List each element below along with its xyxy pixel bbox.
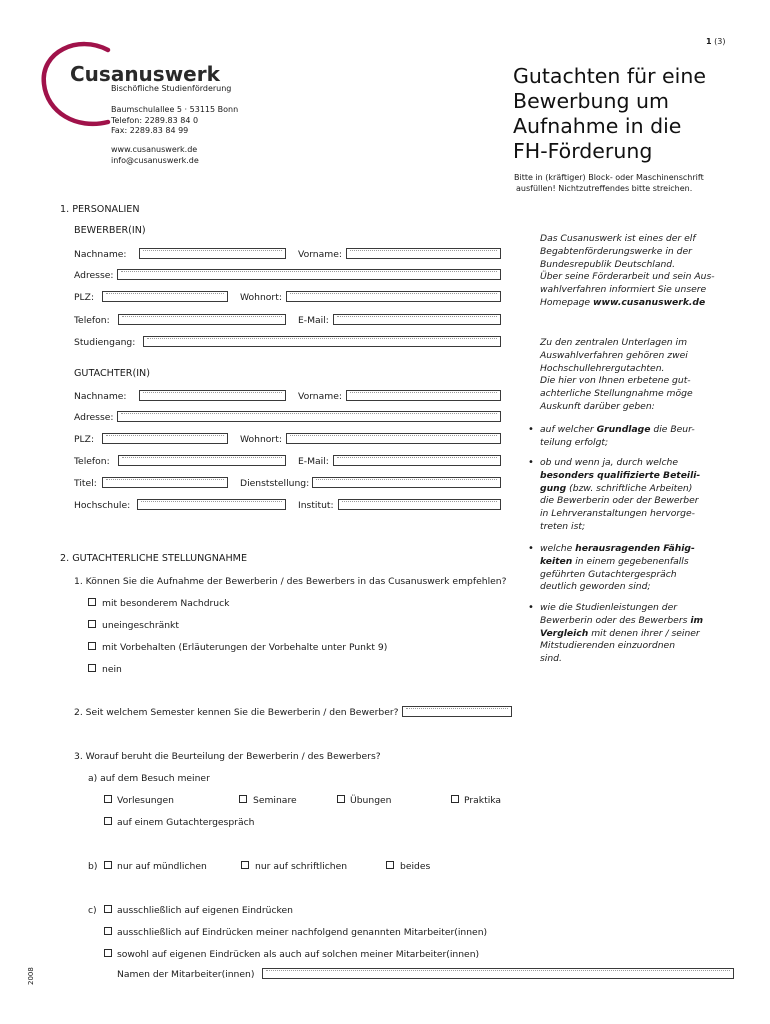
semester-input[interactable] (402, 706, 512, 717)
applicant-plz-label: PLZ: (74, 292, 95, 303)
instruction-line-1: Bitte in (kräftiger) Block- oder Maschinenschrift (514, 173, 704, 182)
q1-option-3-checkbox[interactable] (88, 642, 96, 650)
q1-option-3-label: mit Vorbehalten (Erläuterungen der Vorbehalte unter Punkt 9) (102, 642, 388, 653)
question-3a: a) auf dem Besuch meiner (88, 773, 210, 784)
question-3b: b) (88, 861, 98, 872)
question-2: 2. Seit welchem Semester kennen Sie die Bewerberin / den Bewerber? (74, 707, 399, 718)
q3a-uebungen-checkbox[interactable] (337, 795, 345, 803)
q3c-names-label: Namen der Mitarbeiter(innen) (117, 969, 255, 980)
bullet-icon: • (528, 543, 534, 554)
applicant-adresse-label: Adresse: (74, 270, 114, 281)
q1-option-2-label: uneingeschränkt (102, 620, 179, 631)
sidebar-bullet-4: wie die Studienleistungen der Bewerberin oder des Bewerbers im Vergleich mit denen ihrer / seiner Mitstudierenden einzuordnen sind. (540, 602, 704, 665)
reviewer-telefon-input[interactable] (118, 455, 286, 466)
applicant-heading: BEWERBER(IN) (74, 225, 146, 236)
sidebar-info: Zu den zentralen Unterlagen im Auswahlverfahren gehören zwei Hochschullehrergutachten. Die hier von Ihnen erbetene gut- achterliche Stellungnahme möge Auskunft darüber geben: (540, 337, 693, 412)
q1-option-4-label: nein (102, 664, 122, 675)
reviewer-plz-label: PLZ: (74, 434, 95, 445)
q3c-option-3-label: sowohl auf eigenen Eindrücken als auch auf solchen meiner Mitarbeiter(innen) (117, 949, 480, 960)
reviewer-titel-input[interactable] (102, 477, 228, 488)
q3c-option-1-checkbox[interactable] (104, 905, 112, 913)
reviewer-email-label: E-Mail: (298, 456, 329, 467)
applicant-vorname-input[interactable] (346, 248, 501, 259)
question-1: 1. Können Sie die Aufnahme der Bewerberin / des Bewerbers in das Cusanuswerk empfehlen? (74, 576, 507, 587)
question-3: 3. Worauf beruht die Beurteilung der Bewerberin / des Bewerbers? (74, 751, 381, 762)
q3c-option-3-checkbox[interactable] (104, 949, 112, 957)
q3b-beides-checkbox[interactable] (386, 861, 394, 869)
bullet-icon: • (528, 602, 534, 613)
reviewer-adresse-input[interactable] (117, 411, 501, 422)
q3a-gutachtergespraech-label: auf einem Gutachtergespräch (117, 817, 255, 828)
reviewer-email-input[interactable] (333, 455, 501, 466)
reviewer-vorname-label: Vorname: (298, 391, 342, 402)
bullet-icon: • (528, 424, 534, 435)
q3b-muendlich-checkbox[interactable] (104, 861, 112, 869)
q3a-seminare-label: Seminare (253, 795, 297, 806)
sidebar-intro: Das Cusanuswerk ist eines der elf Begabtenförderungswerke in der Bundesrepublik Deutschland. Über seine Förderarbeit und sein Aus- wahlverfahren informiert Sie unsere Homepage www.cusanuswerk.de (540, 233, 715, 308)
logo-phone: Telefon: 2289.83 84 0 (111, 116, 199, 125)
applicant-email-label: E-Mail: (298, 315, 329, 326)
section-2-heading: 2. GUTACHTERLICHE STELLUNGNAHME (60, 553, 248, 564)
q3b-beides-label: beides (400, 861, 431, 872)
reviewer-adresse-label: Adresse: (74, 412, 114, 423)
q3a-uebungen-label: Übungen (350, 795, 392, 806)
reviewer-heading: GUTACHTER(IN) (74, 368, 150, 379)
instruction-line-2: ausfüllen! Nichtzutreffendes bitte streichen. (516, 184, 693, 193)
bullet-icon: • (528, 457, 534, 468)
q3c-option-1-label: ausschließlich auf eigenen Eindrücken (117, 905, 293, 916)
reviewer-plz-input[interactable] (102, 433, 228, 444)
q3c-names-input[interactable] (262, 968, 734, 979)
applicant-studiengang-label: Studiengang: (74, 337, 136, 348)
logo-email: info@cusanuswerk.de (111, 156, 199, 165)
reviewer-hochschule-input[interactable] (137, 499, 286, 510)
reviewer-wohnort-input[interactable] (286, 433, 501, 444)
reviewer-institut-label: Institut: (298, 500, 334, 511)
q3a-praktika-label: Praktika (464, 795, 502, 806)
q3b-schriftlich-checkbox[interactable] (241, 861, 249, 869)
logo-subtitle: Bischöfliche Studienförderung (111, 84, 232, 93)
q1-option-1-checkbox[interactable] (88, 598, 96, 606)
q3a-gutachtergespraech-checkbox[interactable] (104, 817, 112, 825)
applicant-email-input[interactable] (333, 314, 501, 325)
q3b-muendlich-label: nur auf mündlichen (117, 861, 207, 872)
q3a-vorlesungen-checkbox[interactable] (104, 795, 112, 803)
section-1-heading: 1. PERSONALIEN (60, 204, 140, 215)
q1-option-1-label: mit besonderem Nachdruck (102, 598, 230, 609)
q1-option-2-checkbox[interactable] (88, 620, 96, 628)
reviewer-wohnort-label: Wohnort: (240, 434, 282, 445)
logo-name: Cusanuswerk (70, 62, 220, 86)
reviewer-hochschule-label: Hochschule: (74, 500, 131, 511)
page-number: 1 (3) (706, 37, 726, 46)
reviewer-titel-label: Titel: (74, 478, 97, 489)
applicant-nachname-input[interactable] (139, 248, 286, 259)
applicant-vorname-label: Vorname: (298, 249, 342, 260)
q3a-praktika-checkbox[interactable] (451, 795, 459, 803)
sidebar-bullet-3: welche herausragenden Fähig- keiten in einem gegebenenfalls geführten Gutachtergespräch deutlich geworden sind; (540, 543, 695, 593)
margin-year: 2008 (27, 967, 35, 985)
logo-fax: Fax: 2289.83 84 99 (111, 126, 189, 135)
reviewer-institut-input[interactable] (338, 499, 501, 510)
q3a-seminare-checkbox[interactable] (239, 795, 247, 803)
sidebar-bullet-2: ob und wenn ja, durch welche besonders qualifizierte Beteili- gung (bzw. schriftliche Arbeiten) die Bewerberin oder der Bewerber in Lehrveranstaltungen hervorge- treten ist; (540, 457, 701, 532)
q3c-option-2-checkbox[interactable] (104, 927, 112, 935)
q1-option-4-checkbox[interactable] (88, 664, 96, 672)
form-title: Gutachten für eine Bewerbung um Aufnahme in die FH-Förderung (513, 64, 706, 163)
reviewer-nachname-input[interactable] (139, 390, 286, 401)
reviewer-vorname-input[interactable] (346, 390, 501, 401)
reviewer-dienststellung-label: Dienststellung: (240, 478, 310, 489)
applicant-plz-input[interactable] (102, 291, 228, 302)
reviewer-dienststellung-input[interactable] (312, 477, 501, 488)
logo-address: Baumschulallee 5 · 53115 Bonn (111, 105, 239, 114)
logo-web: www.cusanuswerk.de (111, 145, 198, 154)
q3c-option-2-label: ausschließlich auf Eindrücken meiner nachfolgend genannten Mitarbeiter(innen) (117, 927, 488, 938)
applicant-studiengang-input[interactable] (143, 336, 501, 347)
applicant-adresse-input[interactable] (117, 269, 501, 280)
applicant-wohnort-label: Wohnort: (240, 292, 282, 303)
sidebar-bullet-1: auf welcher Grundlage die Beur- teilung erfolgt; (540, 424, 695, 448)
reviewer-nachname-label: Nachname: (74, 391, 127, 402)
applicant-telefon-input[interactable] (118, 314, 286, 325)
q3b-schriftlich-label: nur auf schriftlichen (255, 861, 348, 872)
q3a-vorlesungen-label: Vorlesungen (117, 795, 174, 806)
applicant-telefon-label: Telefon: (74, 315, 110, 326)
applicant-wohnort-input[interactable] (286, 291, 501, 302)
reviewer-telefon-label: Telefon: (74, 456, 110, 467)
question-3c: c) (88, 905, 97, 916)
applicant-nachname-label: Nachname: (74, 249, 127, 260)
